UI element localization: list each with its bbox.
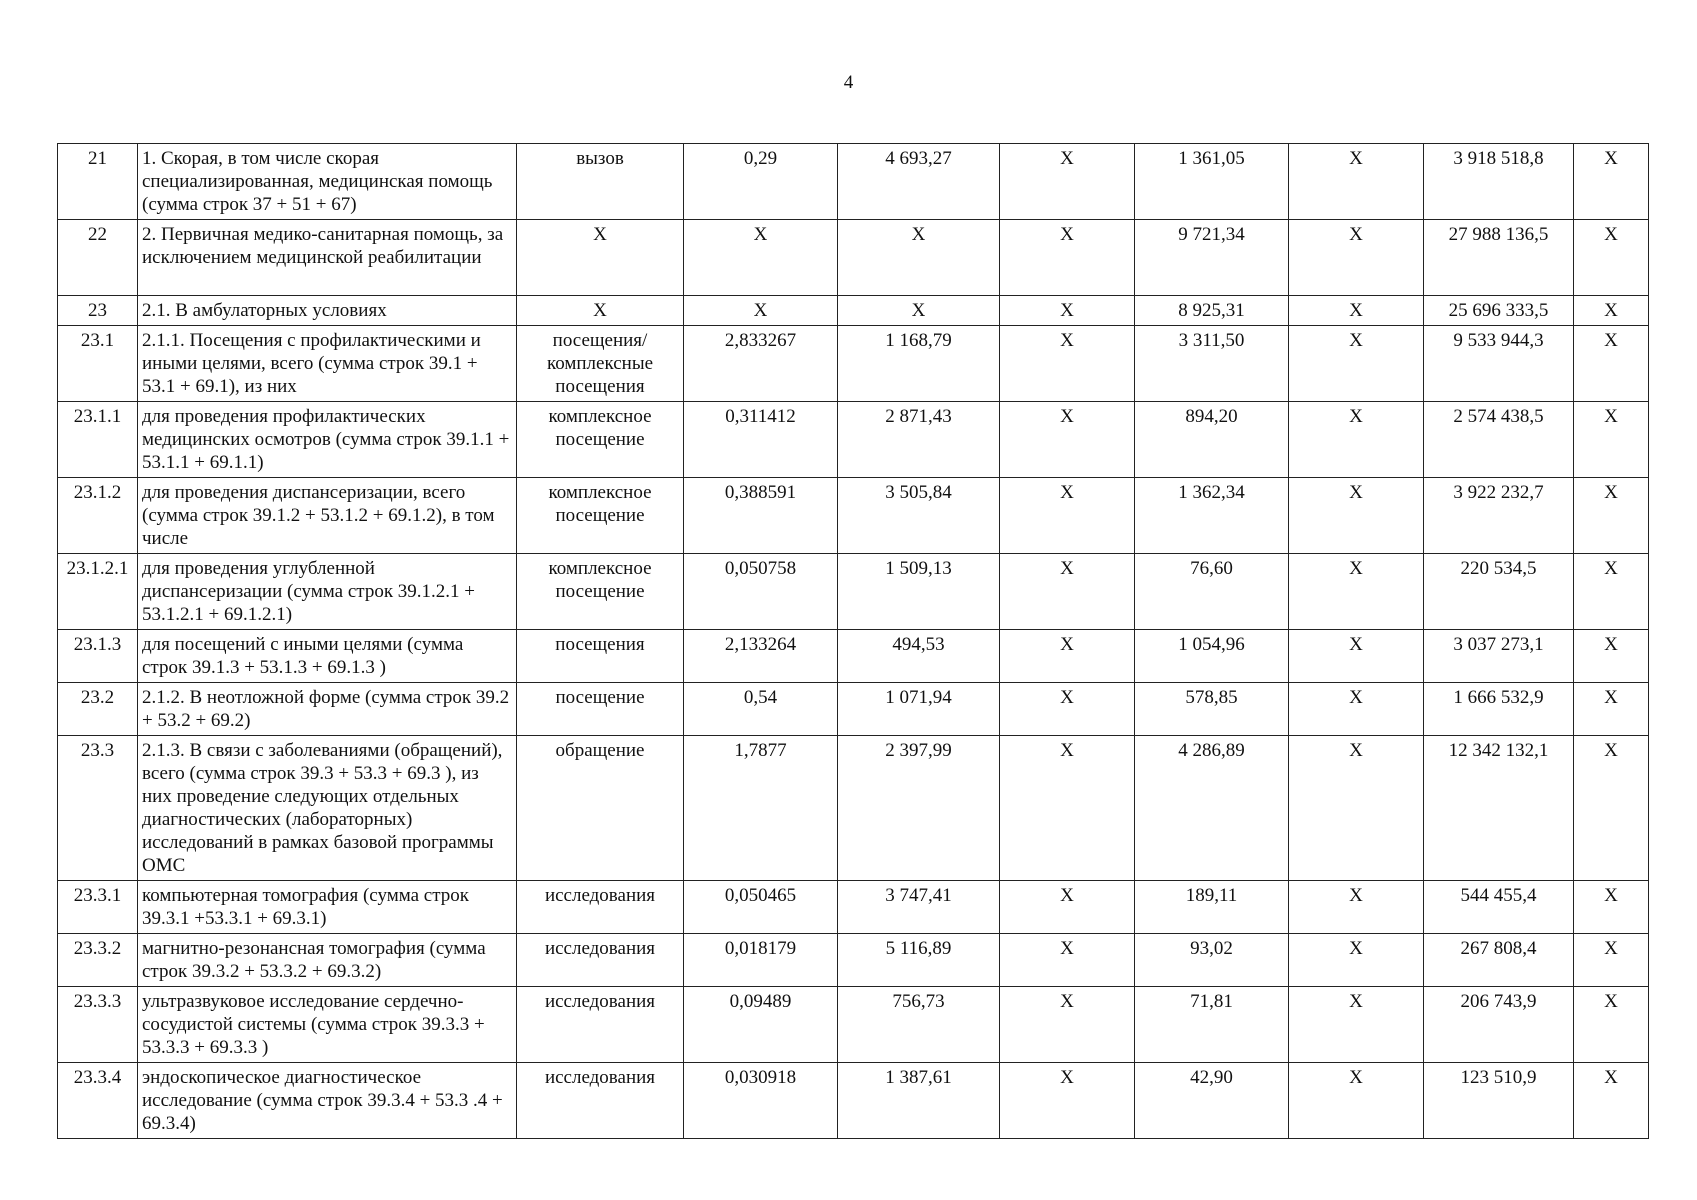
col8-cell: Х <box>1289 220 1424 296</box>
total-cost-cell: 3 918 518,8 <box>1424 144 1574 220</box>
total-cost-cell: 123 510,9 <box>1424 1063 1574 1139</box>
table-row <box>58 736 1649 881</box>
total-cost-cell: 220 534,5 <box>1424 554 1574 630</box>
col6-cell: Х <box>1000 220 1135 296</box>
col10-cell: Х <box>1574 630 1649 683</box>
volume-norm-cell: 0,030918 <box>684 1063 838 1139</box>
table-row <box>58 144 1649 220</box>
col6-cell: Х <box>1000 630 1135 683</box>
volume-norm-cell: Х <box>684 296 838 326</box>
col8-cell: Х <box>1289 296 1424 326</box>
col6-cell: Х <box>1000 144 1135 220</box>
unit-cell: исследования <box>517 881 684 934</box>
per-capita-cell: 9 721,34 <box>1135 220 1289 296</box>
col8-cell: Х <box>1289 1063 1424 1139</box>
unit-cost-cell: 2 397,99 <box>838 736 1000 881</box>
col6-cell: Х <box>1000 1063 1135 1139</box>
col8-cell: Х <box>1289 881 1424 934</box>
col10-cell: Х <box>1574 478 1649 554</box>
table-row <box>58 554 1649 630</box>
col6-cell: Х <box>1000 736 1135 881</box>
col10-cell: Х <box>1574 220 1649 296</box>
col8-cell: Х <box>1289 630 1424 683</box>
unit-cost-cell: 1 509,13 <box>838 554 1000 630</box>
description-cell: для проведения углубленной диспансеризации (сумма строк 39.1.2.1 + 53.1.2.1 + 69.1.2.1) <box>138 554 517 630</box>
per-capita-cell: 71,81 <box>1135 987 1289 1063</box>
unit-cost-cell: 3 747,41 <box>838 881 1000 934</box>
row-number-cell: 23.3.1 <box>58 881 138 934</box>
row-number-cell: 23.2 <box>58 683 138 736</box>
table-row <box>58 1063 1649 1139</box>
unit-cost-cell: 2 871,43 <box>838 402 1000 478</box>
col10-cell: Х <box>1574 554 1649 630</box>
description-cell: для проведения диспансеризации, всего (сумма строк 39.1.2 + 53.1.2 + 69.1.2), в том числе <box>138 478 517 554</box>
unit-cost-cell: 4 693,27 <box>838 144 1000 220</box>
row-number-cell: 23.3.2 <box>58 934 138 987</box>
description-cell: для посещений с иными целями (сумма строк 39.1.3 + 53.1.3 + 69.1.3 ) <box>138 630 517 683</box>
total-cost-cell: 25 696 333,5 <box>1424 296 1574 326</box>
unit-cell: исследования <box>517 987 684 1063</box>
description-cell: компьютерная томография (сумма строк 39.3.1 +53.3.1 + 69.3.1) <box>138 881 517 934</box>
unit-cell: вызов <box>517 144 684 220</box>
per-capita-cell: 578,85 <box>1135 683 1289 736</box>
volume-norm-cell: 0,050758 <box>684 554 838 630</box>
row-number-cell: 23.1.2.1 <box>58 554 138 630</box>
total-cost-cell: 544 455,4 <box>1424 881 1574 934</box>
description-cell: эндоскопическое диагностическое исследование (сумма строк 39.3.4 + 53.3 .4 + 69.3.4) <box>138 1063 517 1139</box>
row-number-cell: 23.1.1 <box>58 402 138 478</box>
description-cell: 2.1. В амбулаторных условиях <box>138 296 517 326</box>
per-capita-cell: 3 311,50 <box>1135 326 1289 402</box>
volume-norm-cell: 0,050465 <box>684 881 838 934</box>
row-number-cell: 23.1.2 <box>58 478 138 554</box>
unit-cost-cell: 1 071,94 <box>838 683 1000 736</box>
col6-cell: Х <box>1000 554 1135 630</box>
unit-cell: посещение <box>517 683 684 736</box>
unit-cell: Х <box>517 296 684 326</box>
row-number-cell: 23.1.3 <box>58 630 138 683</box>
volume-norm-cell: 0,09489 <box>684 987 838 1063</box>
table-row <box>58 478 1649 554</box>
col10-cell: Х <box>1574 934 1649 987</box>
col10-cell: Х <box>1574 1063 1649 1139</box>
col8-cell: Х <box>1289 326 1424 402</box>
per-capita-cell: 1 054,96 <box>1135 630 1289 683</box>
table-row <box>58 296 1649 326</box>
unit-cost-cell: Х <box>838 220 1000 296</box>
volume-norm-cell: 1,7877 <box>684 736 838 881</box>
unit-cell: комплексное посещение <box>517 402 684 478</box>
table-row <box>58 934 1649 987</box>
col8-cell: Х <box>1289 144 1424 220</box>
volume-norm-cell: 0,388591 <box>684 478 838 554</box>
description-cell: для проведения профилактических медицинских осмотров (сумма строк 39.1.1 + 53.1.1 + 69.1.1) <box>138 402 517 478</box>
col8-cell: Х <box>1289 934 1424 987</box>
unit-cost-cell: 1 168,79 <box>838 326 1000 402</box>
unit-cost-cell: 3 505,84 <box>838 478 1000 554</box>
unit-cell: исследования <box>517 934 684 987</box>
table-row <box>58 630 1649 683</box>
row-number-cell: 23.3.4 <box>58 1063 138 1139</box>
volume-norm-cell: 0,018179 <box>684 934 838 987</box>
col10-cell: Х <box>1574 144 1649 220</box>
per-capita-cell: 1 362,34 <box>1135 478 1289 554</box>
description-cell: 2. Первичная медико-санитарная помощь, за исключением медицинской реабилитации <box>138 220 517 296</box>
page-number: 4 <box>843 72 854 93</box>
volume-norm-cell: Х <box>684 220 838 296</box>
description-cell: 1. Скорая, в том числе скорая специализированная, медицинская помощь (сумма строк 37 + 51 + 67) <box>138 144 517 220</box>
per-capita-cell: 1 361,05 <box>1135 144 1289 220</box>
col6-cell: Х <box>1000 934 1135 987</box>
volume-norm-cell: 2,133264 <box>684 630 838 683</box>
unit-cost-cell: 5 116,89 <box>838 934 1000 987</box>
unit-cost-cell: 494,53 <box>838 630 1000 683</box>
col6-cell: Х <box>1000 987 1135 1063</box>
unit-cell: обращение <box>517 736 684 881</box>
per-capita-cell: 894,20 <box>1135 402 1289 478</box>
col6-cell: Х <box>1000 296 1135 326</box>
table-row <box>58 683 1649 736</box>
total-cost-cell: 12 342 132,1 <box>1424 736 1574 881</box>
unit-cell: исследования <box>517 1063 684 1139</box>
unit-cell: посещения <box>517 630 684 683</box>
unit-cell: Х <box>517 220 684 296</box>
unit-cost-cell: Х <box>838 296 1000 326</box>
volume-norm-cell: 0,311412 <box>684 402 838 478</box>
col10-cell: Х <box>1574 296 1649 326</box>
col8-cell: Х <box>1289 554 1424 630</box>
total-cost-cell: 206 743,9 <box>1424 987 1574 1063</box>
table-row <box>58 987 1649 1063</box>
financing-table <box>57 143 1649 1139</box>
col10-cell: Х <box>1574 881 1649 934</box>
per-capita-cell: 8 925,31 <box>1135 296 1289 326</box>
per-capita-cell: 93,02 <box>1135 934 1289 987</box>
total-cost-cell: 267 808,4 <box>1424 934 1574 987</box>
total-cost-cell: 1 666 532,9 <box>1424 683 1574 736</box>
col6-cell: Х <box>1000 683 1135 736</box>
total-cost-cell: 27 988 136,5 <box>1424 220 1574 296</box>
col10-cell: Х <box>1574 736 1649 881</box>
col6-cell: Х <box>1000 881 1135 934</box>
per-capita-cell: 4 286,89 <box>1135 736 1289 881</box>
per-capita-cell: 189,11 <box>1135 881 1289 934</box>
row-number-cell: 23.1 <box>58 326 138 402</box>
col8-cell: Х <box>1289 987 1424 1063</box>
unit-cell: комплексное посещение <box>517 478 684 554</box>
col6-cell: Х <box>1000 402 1135 478</box>
col6-cell: Х <box>1000 326 1135 402</box>
table-row <box>58 326 1649 402</box>
col10-cell: Х <box>1574 402 1649 478</box>
volume-norm-cell: 0,54 <box>684 683 838 736</box>
col8-cell: Х <box>1289 402 1424 478</box>
unit-cost-cell: 1 387,61 <box>838 1063 1000 1139</box>
col10-cell: Х <box>1574 683 1649 736</box>
description-cell: магнитно-резонансная томография (сумма строк 39.3.2 + 53.3.2 + 69.3.2) <box>138 934 517 987</box>
unit-cell: посещения/комплексные посещения <box>517 326 684 402</box>
total-cost-cell: 3 037 273,1 <box>1424 630 1574 683</box>
unit-cost-cell: 756,73 <box>838 987 1000 1063</box>
volume-norm-cell: 2,833267 <box>684 326 838 402</box>
row-number-cell: 23.3.3 <box>58 987 138 1063</box>
total-cost-cell: 3 922 232,7 <box>1424 478 1574 554</box>
col8-cell: Х <box>1289 478 1424 554</box>
unit-cell: комплексное посещение <box>517 554 684 630</box>
table-row <box>58 402 1649 478</box>
col10-cell: Х <box>1574 326 1649 402</box>
description-cell: 2.1.3. В связи с заболеваниями (обращений), всего (сумма строк 39.3 + 53.3 + 69.3 ), из них проведение следующих отдельных диагностических (лабораторных) исследований в рамках базовой программы ОМС <box>138 736 517 881</box>
row-number-cell: 22 <box>58 220 138 296</box>
table-row <box>58 220 1649 296</box>
description-cell: 2.1.1. Посещения с профилактическими и иными целями, всего (сумма строк 39.1 + 53.1 + 69.1), из них <box>138 326 517 402</box>
description-cell: 2.1.2. В неотложной форме (сумма строк 39.2 + 53.2 + 69.2) <box>138 683 517 736</box>
total-cost-cell: 2 574 438,5 <box>1424 402 1574 478</box>
table-row <box>58 881 1649 934</box>
row-number-cell: 23 <box>58 296 138 326</box>
col8-cell: Х <box>1289 683 1424 736</box>
per-capita-cell: 76,60 <box>1135 554 1289 630</box>
col10-cell: Х <box>1574 987 1649 1063</box>
row-number-cell: 21 <box>58 144 138 220</box>
description-cell: ультразвуковое исследование сердечно-сосудистой системы (сумма строк 39.3.3 + 53.3.3 + 69.3.3 ) <box>138 987 517 1063</box>
per-capita-cell: 42,90 <box>1135 1063 1289 1139</box>
col6-cell: Х <box>1000 478 1135 554</box>
volume-norm-cell: 0,29 <box>684 144 838 220</box>
row-number-cell: 23.3 <box>58 736 138 881</box>
total-cost-cell: 9 533 944,3 <box>1424 326 1574 402</box>
col8-cell: Х <box>1289 736 1424 881</box>
